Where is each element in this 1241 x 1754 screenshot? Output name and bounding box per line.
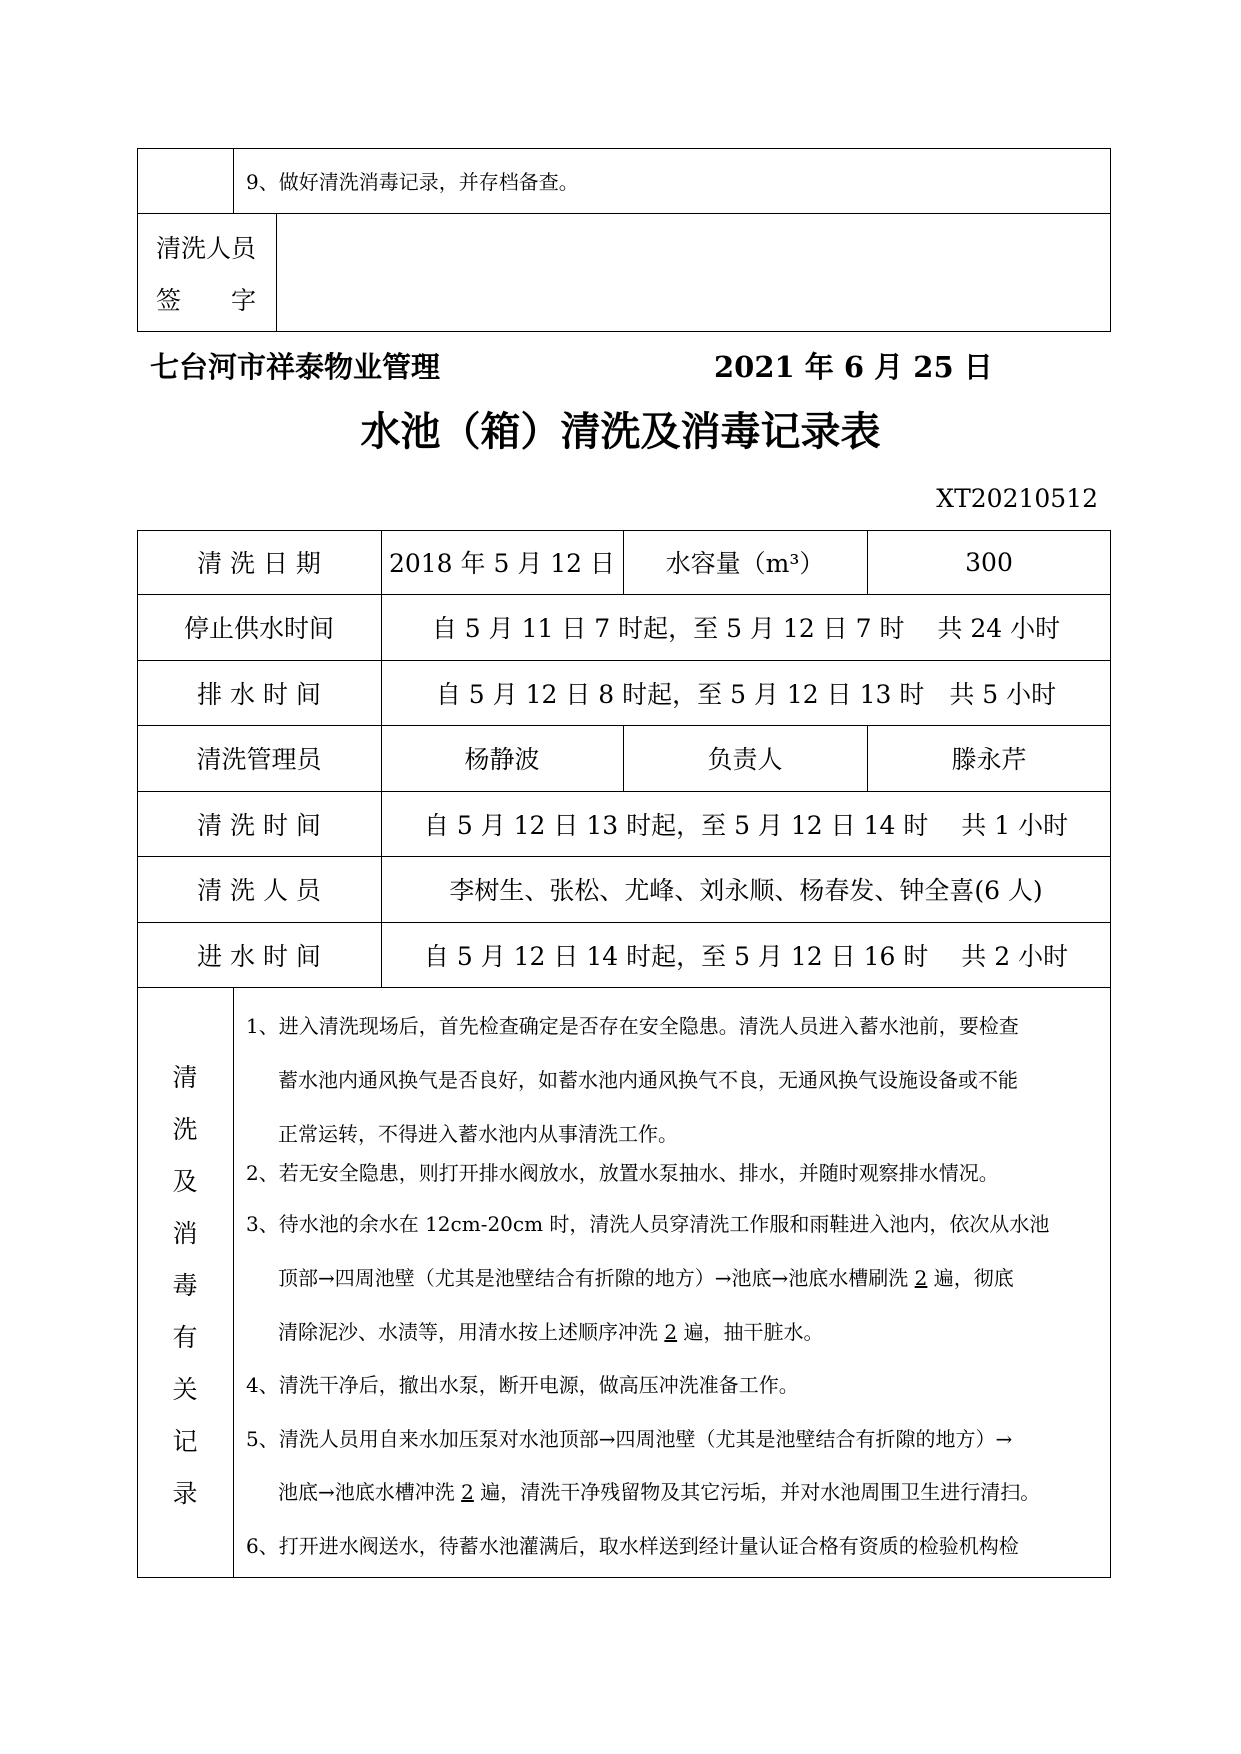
stop-supply-value: 自 5 月 11 日 7 时起，至 5 月 12 日 7 时 共 24 小时 bbox=[431, 614, 1061, 643]
responsible-value: 滕永芹 bbox=[951, 745, 1027, 774]
procedure-item-4: 4、清洗干净后，撤出水泵，断开电源，做高压冲洗准备工作。 bbox=[246, 1373, 799, 1397]
signature-label-line1: 清洗人员 bbox=[156, 234, 257, 263]
capacity-value: 300 bbox=[965, 547, 1013, 577]
inflow-time-value: 自 5 月 12 日 14 时起，至 5 月 12 日 16 时 共 2 小时 bbox=[423, 941, 1069, 971]
side-label-char: 消 bbox=[172, 1219, 198, 1248]
staff-value: 李树生、张松、尤峰、刘永顺、杨春发、钟全喜(6 人) bbox=[449, 876, 1043, 905]
item-text: 清除泥沙、水渍等，用清水按上述顺序冲洗 bbox=[278, 1320, 665, 1344]
staff-label: 清 洗 人 员 bbox=[197, 876, 321, 905]
top-table-col-divider-2 bbox=[276, 213, 277, 332]
side-label-char: 及 bbox=[172, 1167, 198, 1196]
inflow-time-label: 进 水 时 间 bbox=[197, 941, 321, 971]
side-label-char: 记 bbox=[172, 1427, 198, 1456]
side-label-char: 清 bbox=[172, 1063, 198, 1092]
underlined-count: 2 bbox=[914, 1266, 928, 1290]
document-date: 2021 年 6 月 25 日 bbox=[714, 350, 993, 384]
procedure-item-3-line2 bbox=[278, 1268, 1014, 1288]
procedure-item-5-line1: 5、清洗人员用自来水加压泵对水池顶部→四周池壁（尤其是池壁结合有折隙的地方）→ bbox=[246, 1427, 1013, 1451]
clean-time-value: 自 5 月 12 日 13 时起，至 5 月 12 日 14 时 共 1 小时 bbox=[423, 810, 1069, 840]
responsible-label: 负责人 bbox=[707, 745, 783, 774]
procedure-item-1-line2: 蓄水池内通风换气是否良好，如蓄水池内通风换气不良，无通风换气设施设备或不能 bbox=[278, 1068, 1018, 1092]
procedure-side-label bbox=[137, 1052, 233, 1520]
document-number: XT20210512 bbox=[936, 484, 1098, 513]
capacity-label: 水容量（m³） bbox=[665, 549, 825, 578]
drain-time-label: 排 水 时 间 bbox=[197, 679, 321, 709]
manager-value: 杨静波 bbox=[464, 745, 540, 774]
procedure-item-3-line3 bbox=[278, 1322, 823, 1342]
clean-date-value: 2018 年 5 月 12 日 bbox=[388, 549, 616, 578]
underlined-count: 2 bbox=[461, 1480, 474, 1504]
procedure-item-9: 9、做好清洗消毒记录，并存档备查。 bbox=[246, 170, 579, 194]
row-divider bbox=[137, 987, 1111, 988]
item-text: 遍，清洗干净残留物及其它污垢，并对水池周围卫生进行清扫。 bbox=[473, 1480, 1041, 1504]
drain-time-value: 自 5 月 12 日 8 时起，至 5 月 12 日 13 时 共 5 小时 bbox=[435, 679, 1057, 709]
clean-time-label: 清 洗 时 间 bbox=[197, 810, 321, 840]
side-label-char: 有 bbox=[172, 1323, 198, 1352]
organization-name: 七台河市祥泰物业管理 bbox=[150, 350, 441, 384]
side-label-char: 关 bbox=[172, 1375, 198, 1404]
clean-date-label: 清 洗 日 期 bbox=[197, 549, 321, 578]
manager-label: 清洗管理员 bbox=[196, 745, 322, 774]
procedure-item-3-line1: 3、待水池的余水在 12cm-20cm 时，清洗人员穿清洗工作服和雨鞋进入池内，依次从水池 bbox=[246, 1212, 1050, 1236]
item-text: 遍，彻底 bbox=[927, 1266, 1014, 1290]
item-text: 遍，抽干脏水。 bbox=[677, 1320, 824, 1344]
page-title: 水池（箱）清洗及消毒记录表 bbox=[360, 408, 881, 455]
col-divider-procedure bbox=[233, 987, 234, 1578]
underlined-count: 2 bbox=[664, 1320, 678, 1344]
top-table-col-divider-1 bbox=[233, 148, 234, 213]
side-label-char: 毒 bbox=[172, 1271, 198, 1300]
procedure-item-2: 2、若无安全隐患，则打开排水阀放水，放置水泵抽水、排水，并随时观察排水情况。 bbox=[246, 1161, 999, 1185]
side-label-char: 洗 bbox=[172, 1115, 198, 1144]
item-text: 池底→池底水槽冲洗 bbox=[278, 1480, 462, 1504]
signature-label-line2: 签 字 bbox=[156, 286, 257, 315]
procedure-item-1-line1: 1、进入清洗现场后，首先检查确定是否存在安全隐患。清洗人员进入蓄水池前，要检查 bbox=[246, 1014, 1019, 1038]
signature-area bbox=[278, 215, 1109, 330]
procedure-item-1-line3: 正常运转，不得进入蓄水池内从事清洗工作。 bbox=[278, 1122, 678, 1146]
top-table-row-divider bbox=[137, 213, 1111, 214]
side-label-char: 录 bbox=[172, 1479, 198, 1508]
stop-supply-label: 停止供水时间 bbox=[183, 614, 334, 643]
item-text: 顶部→四周池壁（尤其是池壁结合有折隙的地方）→池底→池底水槽刷洗 bbox=[278, 1266, 915, 1290]
procedure-item-6: 6、打开进水阀送水，待蓄水池灌满后，取水样送到经计量认证合格有资质的检验机构检 bbox=[246, 1534, 1019, 1558]
procedure-item-5-line2 bbox=[278, 1482, 1040, 1502]
